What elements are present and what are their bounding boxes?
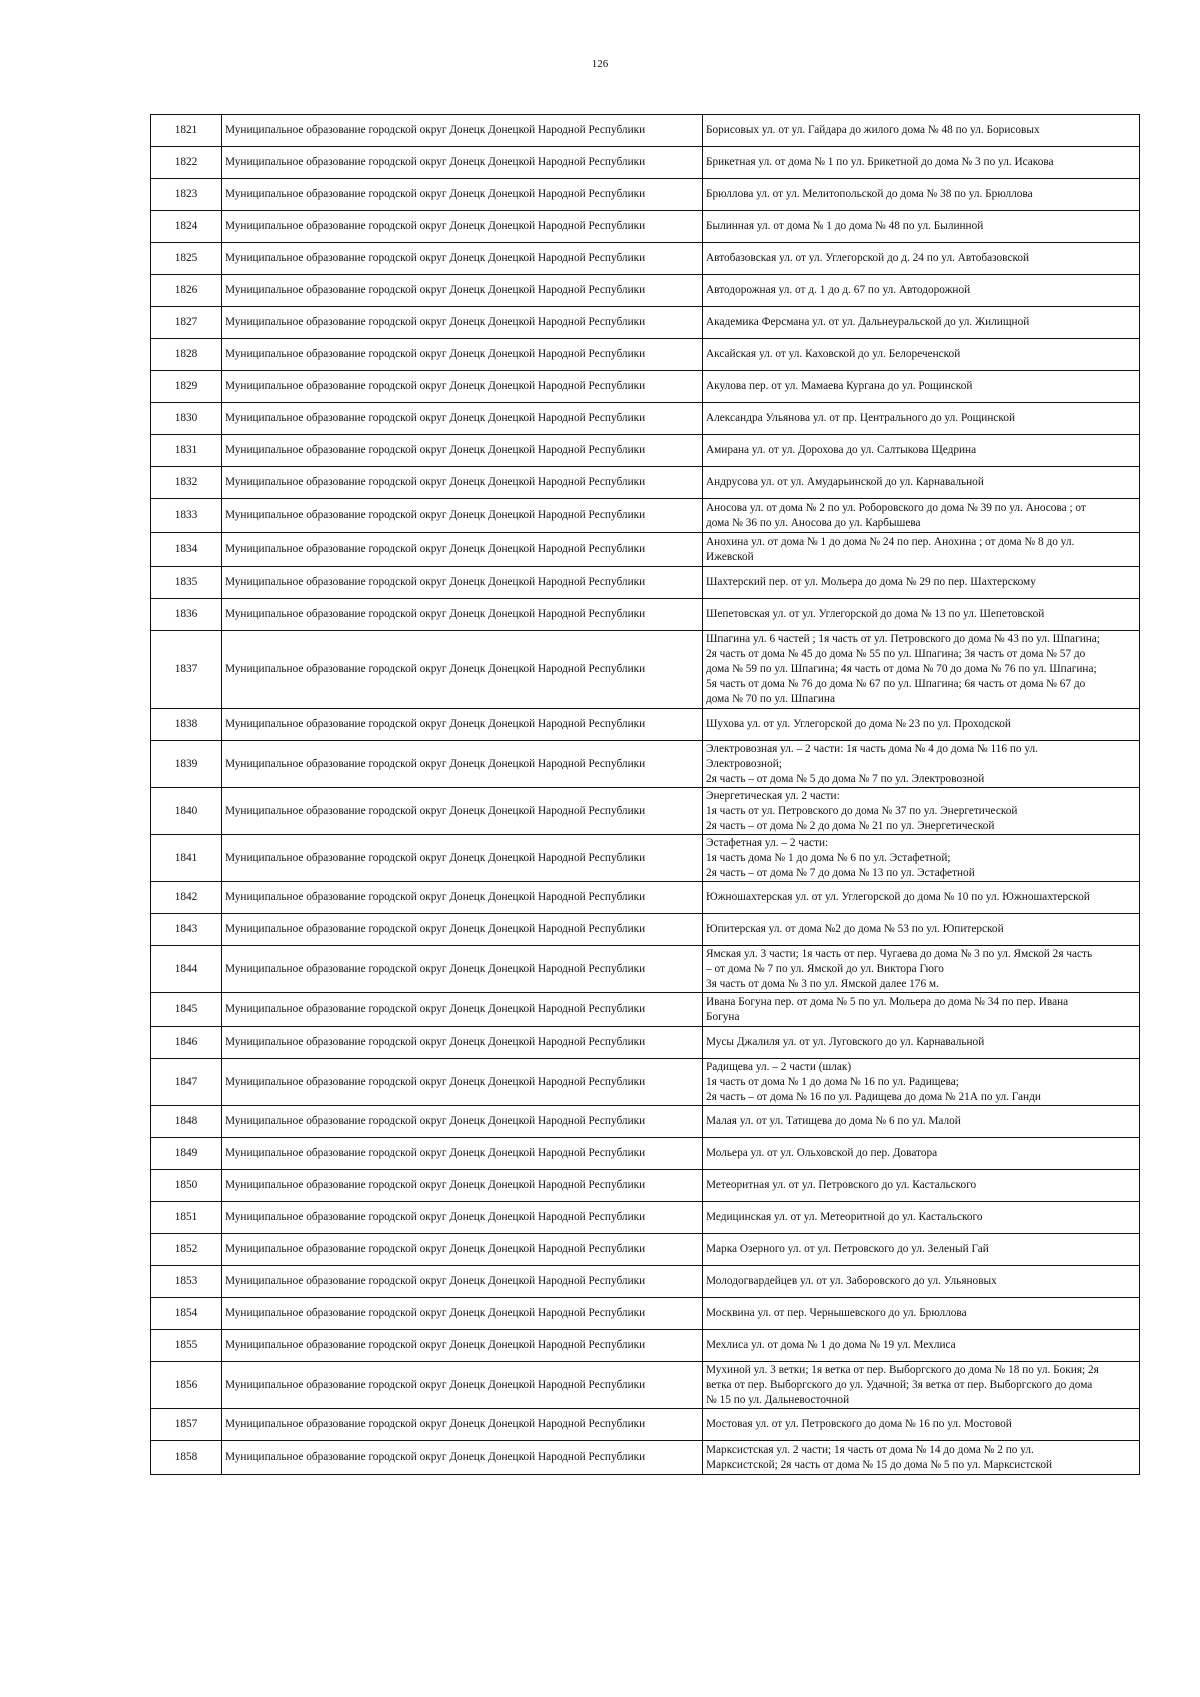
row-number: 1848 [151, 1106, 222, 1138]
road-description-line: 1я часть от ул. Петровского до дома № 37 по ул. Энергетической [706, 804, 1018, 817]
row-number: 1846 [151, 1027, 222, 1059]
road-description-line: дома № 36 по ул. Аносова до ул. Карбышева [706, 516, 921, 529]
road-description-cell [703, 275, 1140, 307]
municipality-cell: Муниципальное образование городской округ Донецк Донецкой Народной Республики [222, 275, 703, 307]
road-description-cell [703, 499, 1140, 533]
road-description-cell [703, 1170, 1140, 1202]
road-description-line: Мехлиса ул. от дома № 1 до дома № 19 ул. Мехлиса [706, 1339, 956, 1351]
road-description-line: Мольера ул. от ул. Ольховской до пер. Доватора [706, 1147, 938, 1159]
row-number: 1845 [151, 993, 222, 1027]
row-number: 1835 [151, 567, 222, 599]
road-description-cell [703, 599, 1140, 631]
road-description-line: Радищева ул. – 2 части (шлак) [706, 1060, 852, 1073]
road-description-line: Брюллова ул. от ул. Мелитопольской до дома № 38 по ул. Брюллова [706, 188, 1033, 200]
row-number: 1828 [151, 339, 222, 371]
row-number: 1855 [151, 1330, 222, 1362]
municipality-cell: Муниципальное образование городской округ Донецк Донецкой Народной Республики [222, 631, 703, 709]
road-description-line: 3я часть от дома № 3 по ул. Ямской далее 176 м. [706, 977, 939, 990]
table-row [151, 115, 1140, 147]
municipality-cell: Муниципальное образование городской округ Донецк Донецкой Народной Республики [222, 882, 703, 914]
road-description-line: Анохина ул. от дома № 1 до дома № 24 по пер. Анохина ; от дома № 8 до ул. [706, 535, 1075, 548]
road-description-cell [703, 243, 1140, 275]
road-description-line: Александра Ульянова ул. от пр. Центрального до ул. Рощинской [706, 412, 1016, 424]
row-number: 1850 [151, 1170, 222, 1202]
table-row [151, 1234, 1140, 1266]
road-description-line: Былинная ул. от дома № 1 до дома № 48 по ул. Былинной [706, 220, 984, 232]
row-number: 1832 [151, 467, 222, 499]
road-description-line: Шахтерский пер. от ул. Мольера до дома № 29 по пер. Шахтерскому [706, 576, 1036, 588]
road-description-line: Амирана ул. от ул. Дорохова до ул. Салтыкова Щедрина [706, 444, 977, 456]
row-number: 1843 [151, 914, 222, 946]
road-description-cell [703, 179, 1140, 211]
table-row [151, 946, 1140, 993]
municipality-cell: Муниципальное образование городской округ Донецк Донецкой Народной Республики [222, 788, 703, 835]
road-description-cell [703, 709, 1140, 741]
road-description-line: Электровозной; [706, 757, 782, 770]
road-description-cell [703, 1266, 1140, 1298]
road-description-line: Мухиной ул. 3 ветки; 1я ветка от пер. Выборгского до дома № 18 по ул. Бокия; 2я [706, 1363, 1099, 1376]
row-number: 1839 [151, 741, 222, 788]
road-description-line: Энергетическая ул. 2 части: [706, 789, 840, 802]
municipality-cell: Муниципальное образование городской округ Донецк Донецкой Народной Республики [222, 946, 703, 993]
table-row [151, 435, 1140, 467]
road-description-line: Борисовых ул. от ул. Гайдара до жилого дома № 48 по ул. Борисовых [706, 124, 1040, 136]
row-number: 1847 [151, 1059, 222, 1106]
road-description-line: Метеоритная ул. от ул. Петровского до ул. Кастальского [706, 1179, 977, 1191]
table-row [151, 243, 1140, 275]
road-description-cell [703, 1330, 1140, 1362]
road-description-cell [703, 1441, 1140, 1475]
road-description-line: Шухова ул. от ул. Углегорской до дома № 23 по ул. Проходской [706, 718, 1011, 730]
municipality-cell: Муниципальное образование городской округ Донецк Донецкой Народной Республики [222, 599, 703, 631]
municipality-cell: Муниципальное образование городской округ Донецк Донецкой Народной Республики [222, 709, 703, 741]
municipality-cell: Муниципальное образование городской округ Донецк Донецкой Народной Республики [222, 1362, 703, 1409]
road-description-cell [703, 339, 1140, 371]
road-description-cell [703, 1138, 1140, 1170]
road-description-line: Богуна [706, 1010, 740, 1023]
row-number: 1838 [151, 709, 222, 741]
row-number: 1834 [151, 533, 222, 567]
road-description-cell [703, 1298, 1140, 1330]
road-description-line: 5я часть от дома № 76 до дома № 67 по ул. Шпагина; 6я часть от дома № 67 до [706, 678, 1086, 690]
road-description-line: 1я часть дома № 1 до дома № 6 по ул. Эстафетной; [706, 851, 951, 864]
table-row [151, 1362, 1140, 1409]
road-description-line: 2я часть – от дома № 16 по ул. Радищева до дома № 21А по ул. Ганди [706, 1090, 1041, 1103]
row-number: 1827 [151, 307, 222, 339]
road-description-line: Москвина ул. от пер. Чернышевского до ул. Брюллова [706, 1307, 967, 1319]
table-body [151, 115, 1140, 1475]
road-description-line: дома № 70 по ул. Шпагина [706, 693, 835, 705]
road-description-cell [703, 1234, 1140, 1266]
municipality-cell: Муниципальное образование городской округ Донецк Донецкой Народной Республики [222, 1170, 703, 1202]
municipality-cell: Муниципальное образование городской округ Донецк Донецкой Народной Республики [222, 533, 703, 567]
road-description-line: Молодогвардейцев ул. от ул. Заборовского до ул. Ульяновых [706, 1275, 997, 1287]
row-number: 1823 [151, 179, 222, 211]
table-row [151, 403, 1140, 435]
road-description-line: Юпитерская ул. от дома №2 до дома № 53 по ул. Юпитерской [706, 923, 1004, 935]
table-row [151, 1202, 1140, 1234]
municipality-cell: Муниципальное образование городской округ Донецк Донецкой Народной Республики [222, 371, 703, 403]
road-description-line: Андрусова ул. от ул. Амударьинской до ул. Карнавальной [706, 476, 984, 488]
municipality-cell: Муниципальное образование городской округ Донецк Донецкой Народной Республики [222, 1027, 703, 1059]
road-description-line: Аксайская ул. от ул. Каховской до ул. Белореченской [706, 348, 961, 360]
municipality-cell: Муниципальное образование городской округ Донецк Донецкой Народной Республики [222, 499, 703, 533]
road-description-cell [703, 371, 1140, 403]
road-description-cell [703, 788, 1140, 835]
road-description-cell [703, 1106, 1140, 1138]
table-row [151, 307, 1140, 339]
road-description-cell [703, 1202, 1140, 1234]
municipality-cell: Муниципальное образование городской округ Донецк Донецкой Народной Республики [222, 467, 703, 499]
road-description-line: Марксистская ул. 2 части; 1я часть от дома № 14 до дома № 2 по ул. [706, 1443, 1034, 1456]
road-description-line: Ивана Богуна пер. от дома № 5 по ул. Мольера до дома № 34 по пер. Ивана [706, 995, 1069, 1008]
road-description-line: Шепетовская ул. от ул. Углегорской до дома № 13 по ул. Шепетовской [706, 608, 1045, 620]
table-row [151, 533, 1140, 567]
municipality-cell: Муниципальное образование городской округ Донецк Донецкой Народной Республики [222, 1441, 703, 1475]
row-number: 1852 [151, 1234, 222, 1266]
road-description-cell [703, 946, 1140, 993]
table-row [151, 631, 1140, 709]
row-number: 1833 [151, 499, 222, 533]
table-row [151, 914, 1140, 946]
road-description-line: Брикетная ул. от дома № 1 по ул. Брикетной до дома № 3 по ул. Исакова [706, 156, 1054, 168]
table-row [151, 599, 1140, 631]
road-description-cell [703, 403, 1140, 435]
row-number: 1841 [151, 835, 222, 882]
road-description-cell [703, 914, 1140, 946]
road-description-line: Эстафетная ул. – 2 части: [706, 836, 829, 849]
row-number: 1826 [151, 275, 222, 307]
roads-table [150, 114, 1140, 1475]
road-description-line: Шпагина ул. 6 частей ; 1я часть от ул. Петровского до дома № 43 по ул. Шпагина; [706, 633, 1100, 645]
table-row [151, 1441, 1140, 1475]
row-number: 1844 [151, 946, 222, 993]
road-description-line: дома № 59 по ул. Шпагина; 4я часть от дома № 70 до дома № 76 по ул. Шпагина; [706, 663, 1097, 675]
road-description-cell [703, 435, 1140, 467]
row-number: 1831 [151, 435, 222, 467]
table-row [151, 1106, 1140, 1138]
row-number: 1837 [151, 631, 222, 709]
table-row [151, 1138, 1140, 1170]
row-number: 1829 [151, 371, 222, 403]
municipality-cell: Муниципальное образование городской округ Донецк Донецкой Народной Республики [222, 1234, 703, 1266]
road-description-line: Акулова пер. от ул. Мамаева Кургана до ул. Рощинской [706, 380, 973, 392]
table-row [151, 835, 1140, 882]
municipality-cell: Муниципальное образование городской округ Донецк Донецкой Народной Республики [222, 567, 703, 599]
table-row [151, 275, 1140, 307]
road-description-cell [703, 533, 1140, 567]
municipality-cell: Муниципальное образование городской округ Донецк Донецкой Народной Республики [222, 211, 703, 243]
table-row [151, 567, 1140, 599]
table-row [151, 1027, 1140, 1059]
road-description-line: Аносова ул. от дома № 2 по ул. Роборовского до дома № 39 по ул. Аносова ; от [706, 501, 1086, 514]
municipality-cell: Муниципальное образование городской округ Донецк Донецкой Народной Республики [222, 741, 703, 788]
municipality-cell: Муниципальное образование городской округ Донецк Донецкой Народной Республики [222, 403, 703, 435]
table-row [151, 1059, 1140, 1106]
row-number: 1857 [151, 1409, 222, 1441]
municipality-cell: Муниципальное образование городской округ Донецк Донецкой Народной Республики [222, 147, 703, 179]
road-description-cell [703, 307, 1140, 339]
table-row [151, 1330, 1140, 1362]
road-description-line: 2я часть – от дома № 5 до дома № 7 по ул. Электровозной [706, 772, 985, 785]
road-description-line: Южношахтерская ул. от ул. Углегорской до дома № 10 по ул. Южношахтерской [706, 891, 1090, 903]
road-description-line: 2я часть – от дома № 7 до дома № 13 по ул. Эстафетной [706, 866, 975, 879]
table-row [151, 371, 1140, 403]
road-description-cell [703, 211, 1140, 243]
municipality-cell: Муниципальное образование городской округ Донецк Донецкой Народной Республики [222, 1409, 703, 1441]
row-number: 1836 [151, 599, 222, 631]
road-description-line: Малая ул. от ул. Татищева до дома № 6 по ул. Малой [706, 1115, 961, 1127]
municipality-cell: Муниципальное образование городской округ Донецк Донецкой Народной Республики [222, 835, 703, 882]
table-row [151, 709, 1140, 741]
municipality-cell: Муниципальное образование городской округ Донецк Донецкой Народной Республики [222, 179, 703, 211]
road-description-cell [703, 835, 1140, 882]
road-description-line: Марксистской; 2я часть от дома № 15 до дома № 5 по ул. Марксистской [706, 1458, 1053, 1471]
table-row [151, 741, 1140, 788]
table-row [151, 1170, 1140, 1202]
road-description-cell [703, 741, 1140, 788]
municipality-cell: Муниципальное образование городской округ Донецк Донецкой Народной Республики [222, 993, 703, 1027]
road-description-line: 2я часть – от дома № 2 до дома № 21 по ул. Энергетической [706, 819, 995, 832]
row-number: 1849 [151, 1138, 222, 1170]
road-description-line: Ижевской [706, 550, 754, 563]
road-description-line: Академика Ферсмана ул. от ул. Дальнеуральской до ул. Жилищной [706, 316, 1030, 328]
row-number: 1821 [151, 115, 222, 147]
row-number: 1824 [151, 211, 222, 243]
road-description-line: Медицинская ул. от ул. Метеоритной до ул. Кастальского [706, 1211, 983, 1223]
road-description-cell [703, 631, 1140, 709]
municipality-cell: Муниципальное образование городской округ Донецк Донецкой Народной Республики [222, 1138, 703, 1170]
road-description-line: Мусы Джалиля ул. от ул. Луговского до ул. Карнавальной [706, 1036, 985, 1048]
road-description-cell [703, 1362, 1140, 1409]
table-row [151, 1266, 1140, 1298]
municipality-cell: Муниципальное образование городской округ Донецк Донецкой Народной Республики [222, 1330, 703, 1362]
municipality-cell: Муниципальное образование городской округ Донецк Донецкой Народной Республики [222, 1298, 703, 1330]
row-number: 1858 [151, 1441, 222, 1475]
table-row [151, 882, 1140, 914]
table-row [151, 993, 1140, 1027]
table-row [151, 1409, 1140, 1441]
road-description-cell [703, 1027, 1140, 1059]
municipality-cell: Муниципальное образование городской округ Донецк Донецкой Народной Республики [222, 307, 703, 339]
road-description-cell [703, 882, 1140, 914]
row-number: 1830 [151, 403, 222, 435]
road-description-cell [703, 467, 1140, 499]
road-description-cell [703, 993, 1140, 1027]
row-number: 1822 [151, 147, 222, 179]
municipality-cell: Муниципальное образование городской округ Донецк Донецкой Народной Республики [222, 914, 703, 946]
table-row [151, 211, 1140, 243]
road-description-cell [703, 567, 1140, 599]
road-description-line: – от дома № 7 по ул. Ямской до ул. Виктора Гюго [706, 962, 944, 975]
municipality-cell: Муниципальное образование городской округ Донецк Донецкой Народной Республики [222, 1202, 703, 1234]
road-description-line: Марка Озерного ул. от ул. Петровского до ул. Зеленый Гай [706, 1243, 989, 1255]
row-number: 1851 [151, 1202, 222, 1234]
table-row [151, 339, 1140, 371]
road-description-line: 1я часть от дома № 1 до дома № 16 по ул. Радищева; [706, 1075, 959, 1088]
table-row [151, 499, 1140, 533]
table-row [151, 788, 1140, 835]
municipality-cell: Муниципальное образование городской округ Донецк Донецкой Народной Республики [222, 1266, 703, 1298]
table-row [151, 467, 1140, 499]
municipality-cell: Муниципальное образование городской округ Донецк Донецкой Народной Республики [222, 435, 703, 467]
road-description-cell [703, 1409, 1140, 1441]
row-number: 1853 [151, 1266, 222, 1298]
row-number: 1825 [151, 243, 222, 275]
road-description-cell [703, 115, 1140, 147]
table-row [151, 147, 1140, 179]
road-description-line: Ямская ул. 3 части; 1я часть от пер. Чугаева до дома № 3 по ул. Ямской 2я часть [706, 947, 1093, 960]
row-number: 1854 [151, 1298, 222, 1330]
row-number: 1856 [151, 1362, 222, 1409]
municipality-cell: Муниципальное образование городской округ Донецк Донецкой Народной Республики [222, 1059, 703, 1106]
road-description-line: Автодорожная ул. от д. 1 до д. 67 по ул. Автодорожной [706, 284, 971, 296]
table-row [151, 1298, 1140, 1330]
road-description-cell [703, 147, 1140, 179]
page-number: 126 [591, 58, 609, 70]
row-number: 1842 [151, 882, 222, 914]
road-description-line: 2я часть от дома № 45 до дома № 55 по ул. Шпагина; 3я часть от дома № 57 до [706, 648, 1086, 660]
municipality-cell: Муниципальное образование городской округ Донецк Донецкой Народной Республики [222, 339, 703, 371]
road-description-line: № 15 по ул. Дальневосточной [706, 1393, 850, 1406]
road-description-line: Электровозная ул. – 2 части: 1я часть дома № 4 до дома № 116 по ул. [706, 742, 1039, 755]
municipality-cell: Муниципальное образование городской округ Донецк Донецкой Народной Республики [222, 243, 703, 275]
road-description-line: Автобазовская ул. от ул. Углегорской до д. 24 по ул. Автобазовской [706, 252, 1030, 264]
table-row [151, 179, 1140, 211]
road-description-line: ветка от пер. Выборгского до ул. Удачной; 3я ветка от пер. Выборгского до дома [706, 1378, 1093, 1391]
municipality-cell: Муниципальное образование городской округ Донецк Донецкой Народной Республики [222, 115, 703, 147]
road-description-cell [703, 1059, 1140, 1106]
municipality-cell: Муниципальное образование городской округ Донецк Донецкой Народной Республики [222, 1106, 703, 1138]
row-number: 1840 [151, 788, 222, 835]
road-description-line: Мостовая ул. от ул. Петровского до дома № 16 по ул. Мостовой [706, 1418, 1012, 1430]
